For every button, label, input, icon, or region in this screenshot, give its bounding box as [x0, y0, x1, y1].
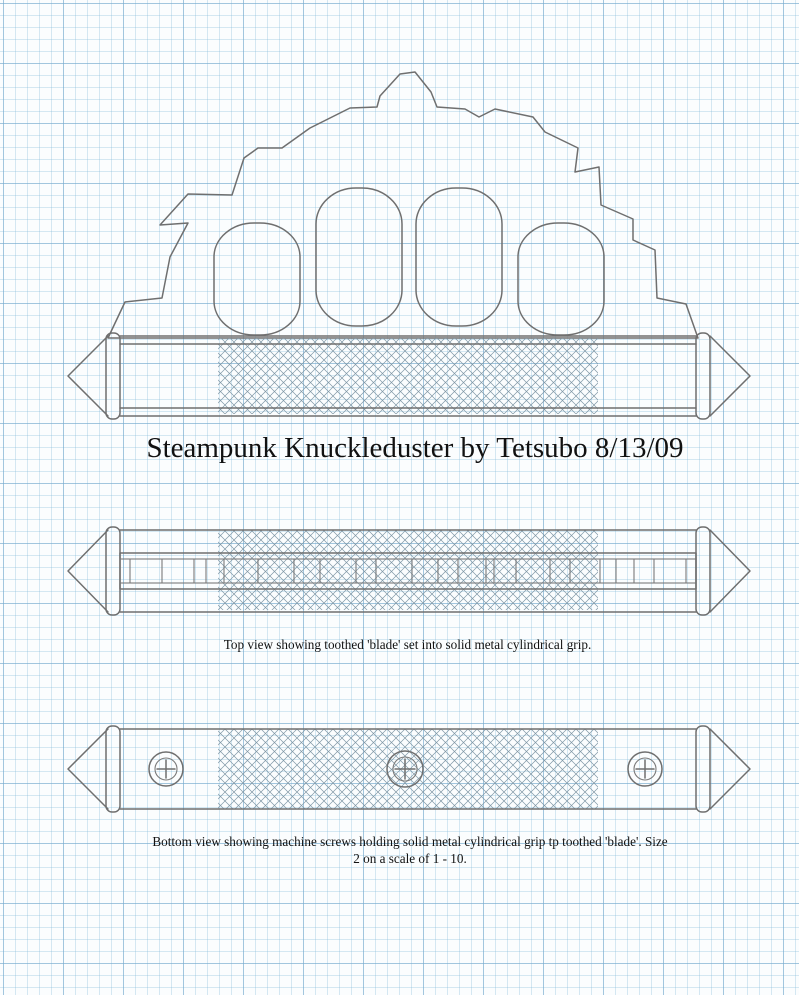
top-view-caption: Top view showing toothed 'blade' set into solid metal cylindrical grip.: [223, 637, 592, 652]
machine-screw-left: [149, 752, 183, 786]
bottom-view-caption: Bottom view showing machine screws holding solid metal cylindrical grip tp toothed 'blade'. Size 2 on a scale of 1 - 10.: [152, 834, 668, 866]
top-spike-right: [710, 530, 750, 612]
end-cap-left: [106, 333, 120, 419]
end-spike-left: [68, 336, 108, 416]
grip-top-view: [68, 527, 750, 615]
gear-blade: [108, 72, 698, 338]
top-hatching: [218, 530, 598, 610]
finger-hole-2: [316, 188, 402, 326]
end-spike-right: [710, 336, 750, 416]
drawing-title: Steampunk Knuckleduster by Tetsubo 8/13/09: [146, 432, 684, 464]
finger-hole-1: [214, 223, 300, 335]
top-cap-right: [696, 527, 710, 615]
machine-screw-right: [628, 752, 662, 786]
end-cap-right: [696, 333, 710, 419]
bottom-spike-right: [710, 729, 750, 809]
finger-holes: [214, 188, 604, 335]
top-spike-left: [68, 530, 108, 612]
finger-hole-3: [416, 188, 502, 326]
bottom-spike-left: [68, 729, 108, 809]
grip-bottom-view: [68, 726, 750, 812]
grip-hatching: [218, 338, 598, 414]
bottom-cap-left: [106, 726, 120, 812]
finger-hole-4: [518, 223, 604, 335]
grip-side-view: [68, 333, 750, 419]
top-cap-left: [106, 527, 120, 615]
bottom-cap-right: [696, 726, 710, 812]
gear-outline: [108, 72, 698, 338]
